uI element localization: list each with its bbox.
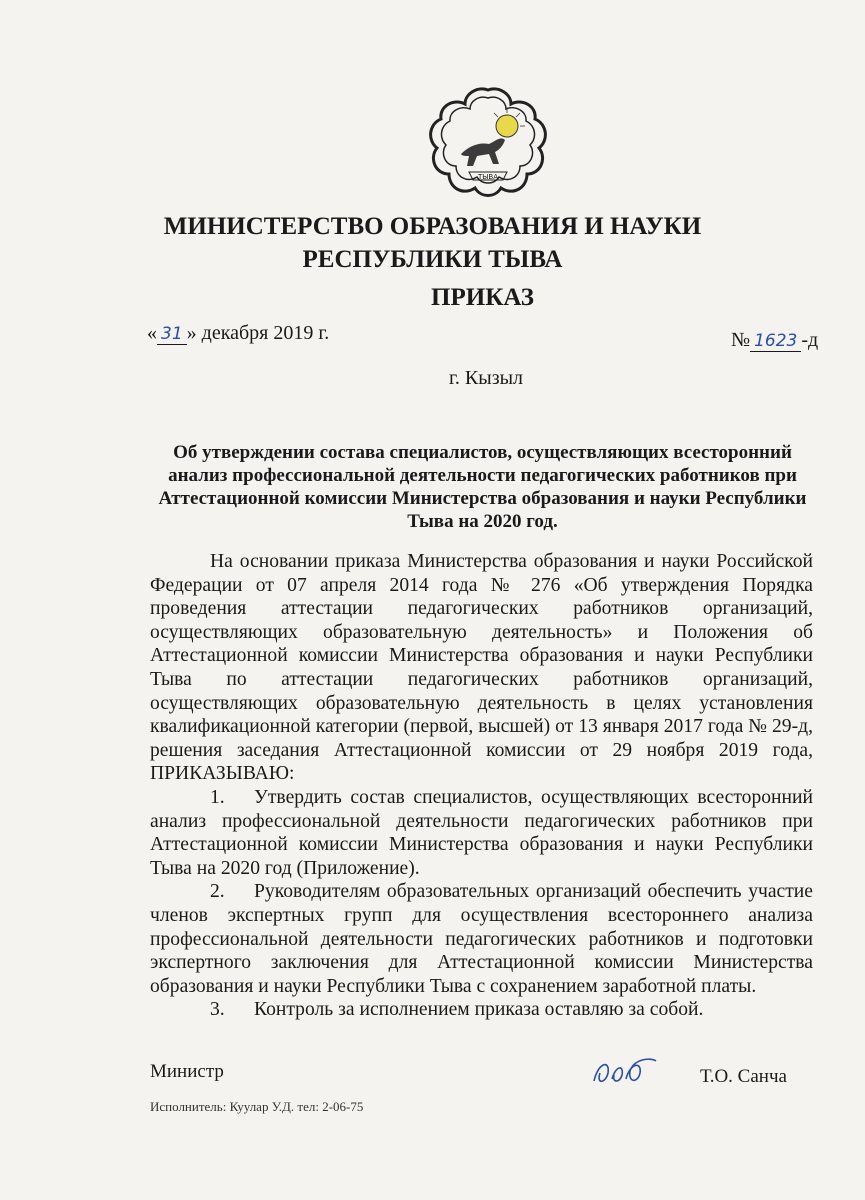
date-prefix: «: [147, 322, 157, 344]
item-number: 3.: [210, 999, 225, 1021]
executor-info: Исполнитель: Куулар У.Д. тел: 2-06-75: [150, 1099, 364, 1114]
city: г. Кызыл: [448, 367, 524, 389]
order-item: [150, 998, 813, 1022]
ministry-name-line2: РЕСПУБЛИКИ ТЫВА: [302, 246, 563, 273]
signer-name: Т.О. Санча: [700, 1066, 787, 1087]
item-number: 1.: [210, 786, 225, 808]
order-item: [150, 786, 813, 880]
item-text: Контроль за исполнением приказа оставляю за собой.: [254, 999, 704, 1021]
date-day-handwritten: 31: [157, 324, 187, 345]
emblem-rider: [461, 138, 505, 166]
emblem-sun: [496, 115, 518, 137]
item-number: 2.: [210, 881, 225, 903]
handwritten-signature: [590, 1053, 660, 1089]
number-prefix: №: [731, 329, 751, 351]
number-suffix: -д: [801, 329, 819, 351]
order-number: [731, 329, 818, 352]
item-text: Руководителям образовательных организаций обеспечить участие членов экспертных групп для осуществления всестороннего анализа профессиональной деятельности педагогических работников и подготовки экспертного заключения для Аттестационной комиссии Министерства образования и науки Республики Тыва с сохранением заработной платы.: [150, 881, 813, 997]
emblem-inner: [441, 97, 534, 183]
item-text: Утвердить состав специалистов, осуществляющих всесторонний анализ профессиональной деятельности педагогических работников при Аттестационной комиссии Министерства образования и науки Республики Тыва на 2020 год (Приложение).: [150, 786, 813, 879]
order-body: [150, 550, 813, 1022]
preamble: На основании приказа Министерства образования и науки Российской Федерации от 07 апреля 2014 года № 276 «Об утверждения Порядка проведения аттестации педагогических работников организаций, осуществляющих образовательную деятельность» и Положения об Аттестационной комиссии Министерства образования и науки Республики Тыва по аттестации педагогических работников организаций, осуществляющих образовательную деятельность в целях установления квалификационной категории (первой, высшей) от 13 января 2017 года № 29-д, решения заседания Аттестационной комиссии от 29 ноября 2019 года, ПРИКАЗЫВАЮ:: [150, 551, 813, 785]
signer-position: Министр: [150, 1061, 224, 1082]
order-date: [147, 322, 329, 345]
order-item: [150, 880, 813, 998]
emblem-logo: [427, 84, 549, 200]
date-suffix: » декабря 2019 г.: [186, 322, 330, 344]
order-title: Об утверждении состава специалистов, осуществляющих всесторонний анализ профессиональной деятельности педагогических работников при Аттестационной комиссии Министерства образования и науки Республики Тыва на 2020 год.: [158, 442, 807, 532]
emblem-text: ТЫВА: [477, 173, 499, 181]
document-type: ПРИКАЗ: [431, 284, 534, 311]
number-handwritten: 1623: [750, 331, 801, 352]
ministry-name-line1: МИНИСТЕРСТВО ОБРАЗОВАНИЯ И НАУКИ: [163, 213, 702, 240]
